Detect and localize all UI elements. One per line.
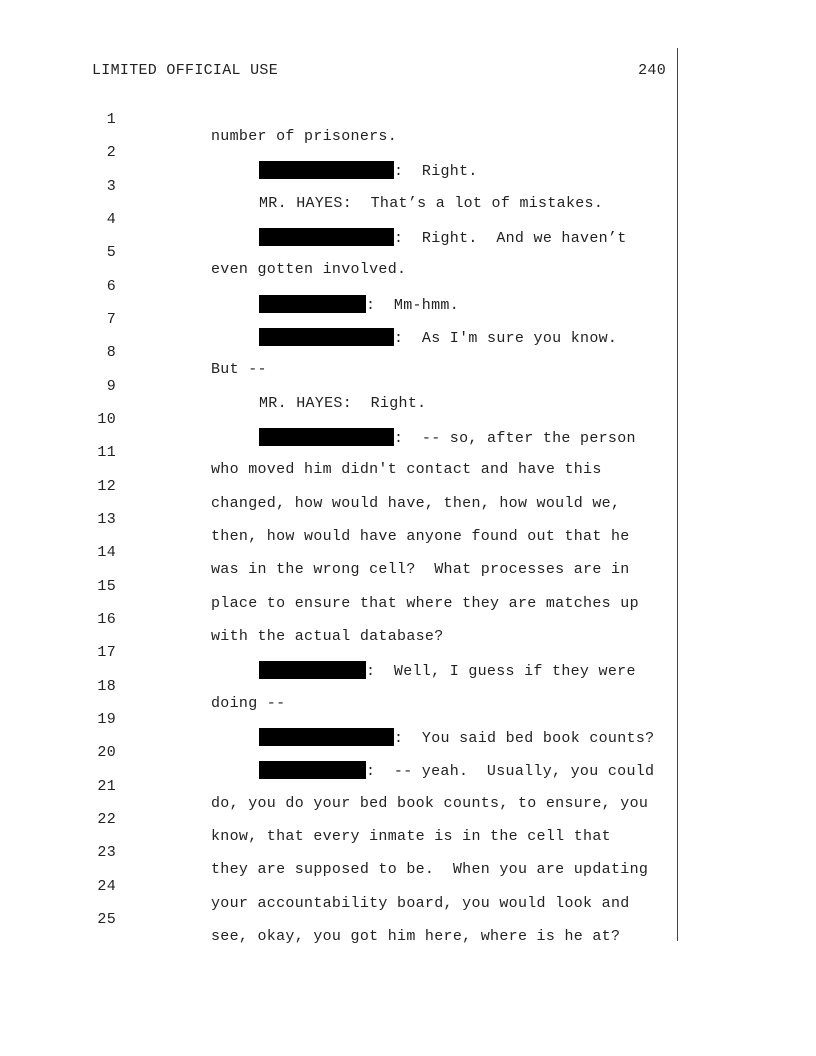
- line-number: 6: [106, 278, 116, 295]
- transcript-line: [0, 461, 700, 512]
- line-number: 7: [106, 311, 116, 328]
- line-number: 16: [97, 611, 116, 628]
- transcript-line: [0, 94, 700, 145]
- transcript-line: [0, 227, 700, 278]
- line-number: 17: [97, 644, 116, 661]
- line-text: even gotten involved.: [211, 261, 407, 278]
- transcript-line: [0, 827, 700, 878]
- line-text: who moved him didn't contact and have this: [211, 461, 602, 478]
- speech-text: : -- yeah. Usually, you could: [366, 763, 655, 780]
- speech-text: : Mm-hmm.: [366, 297, 460, 314]
- line-text: your accountability board, you would look and: [211, 895, 630, 912]
- line-text: was in the wrong cell? What processes are in: [211, 561, 630, 578]
- transcript-line: [0, 694, 700, 747]
- transcript-line: [0, 661, 700, 712]
- speech-text: : -- so, after the person: [394, 430, 636, 447]
- transcript-line: [0, 127, 700, 180]
- line-number: 9: [106, 378, 116, 395]
- line-text: MR. HAYES: That’s a lot of mistakes.: [259, 195, 604, 212]
- line-number: 13: [97, 511, 116, 528]
- speech-text: : Right.: [394, 163, 478, 180]
- line-number: 3: [106, 178, 116, 195]
- transcript-line: [0, 161, 700, 212]
- line-number: 10: [97, 411, 116, 428]
- line-text: doing --: [211, 695, 286, 712]
- transcript-line: [0, 527, 700, 578]
- line-text: MR. HAYES: Right.: [259, 395, 427, 412]
- line-number: 11: [97, 444, 116, 461]
- line-number: 18: [97, 678, 116, 695]
- line-text: do, you do your bed book counts, to ensure, you: [211, 795, 649, 812]
- line-text: changed, how would have, then, how would we,: [211, 495, 621, 512]
- speech-text: : Well, I guess if they were: [366, 663, 636, 680]
- line-number: 25: [97, 911, 116, 928]
- transcript-line: [0, 861, 700, 912]
- line-number: 23: [97, 844, 116, 861]
- transcript-line: [0, 561, 700, 612]
- line-text: number of prisoners.: [211, 128, 398, 145]
- transcript-line: [0, 294, 700, 347]
- transcript-line: [0, 761, 700, 812]
- line-number: 24: [97, 878, 116, 895]
- line-number: 21: [97, 778, 116, 795]
- transcript-line: [0, 794, 700, 845]
- line-number: 14: [97, 544, 116, 561]
- transcript-line: [0, 727, 700, 780]
- line-number: 22: [97, 811, 116, 828]
- line-number: 1: [106, 111, 116, 128]
- line-text: know, that every inmate is in the cell that: [211, 828, 611, 845]
- line-number: 20: [97, 744, 116, 761]
- line-text: But --: [211, 361, 267, 378]
- transcript-line: [0, 327, 700, 378]
- transcript-line: [0, 361, 700, 412]
- speech-text: : You said bed book counts?: [394, 730, 655, 747]
- page-number: 240: [638, 62, 666, 79]
- line-text: they are supposed to be. When you are updating: [211, 861, 649, 878]
- line-number: 8: [106, 344, 116, 361]
- transcript-line: [0, 894, 700, 945]
- line-text: with the actual database?: [211, 628, 444, 645]
- line-number: 2: [106, 144, 116, 161]
- line-text: then, how would have anyone found out that he: [211, 528, 630, 545]
- transcript-line: [0, 494, 700, 545]
- line-text: see, okay, you got him here, where is he at?: [211, 928, 621, 945]
- line-number: 4: [106, 211, 116, 228]
- speech-text: : Right. And we haven’t: [394, 230, 627, 247]
- transcript-line: [0, 394, 700, 447]
- line-number: 19: [97, 711, 116, 728]
- transcript-line: [0, 594, 700, 645]
- line-text: place to ensure that where they are matches up: [211, 595, 639, 612]
- classification-header: LIMITED OFFICIAL USE: [92, 62, 279, 79]
- transcript-line: [0, 427, 700, 478]
- transcript-line: [0, 194, 700, 247]
- line-number: 15: [97, 578, 116, 595]
- line-number: 12: [97, 478, 116, 495]
- transcript-line: [0, 627, 700, 680]
- transcript-line: [0, 261, 700, 314]
- speech-text: : As I'm sure you know.: [394, 330, 618, 347]
- line-number: 5: [106, 244, 116, 261]
